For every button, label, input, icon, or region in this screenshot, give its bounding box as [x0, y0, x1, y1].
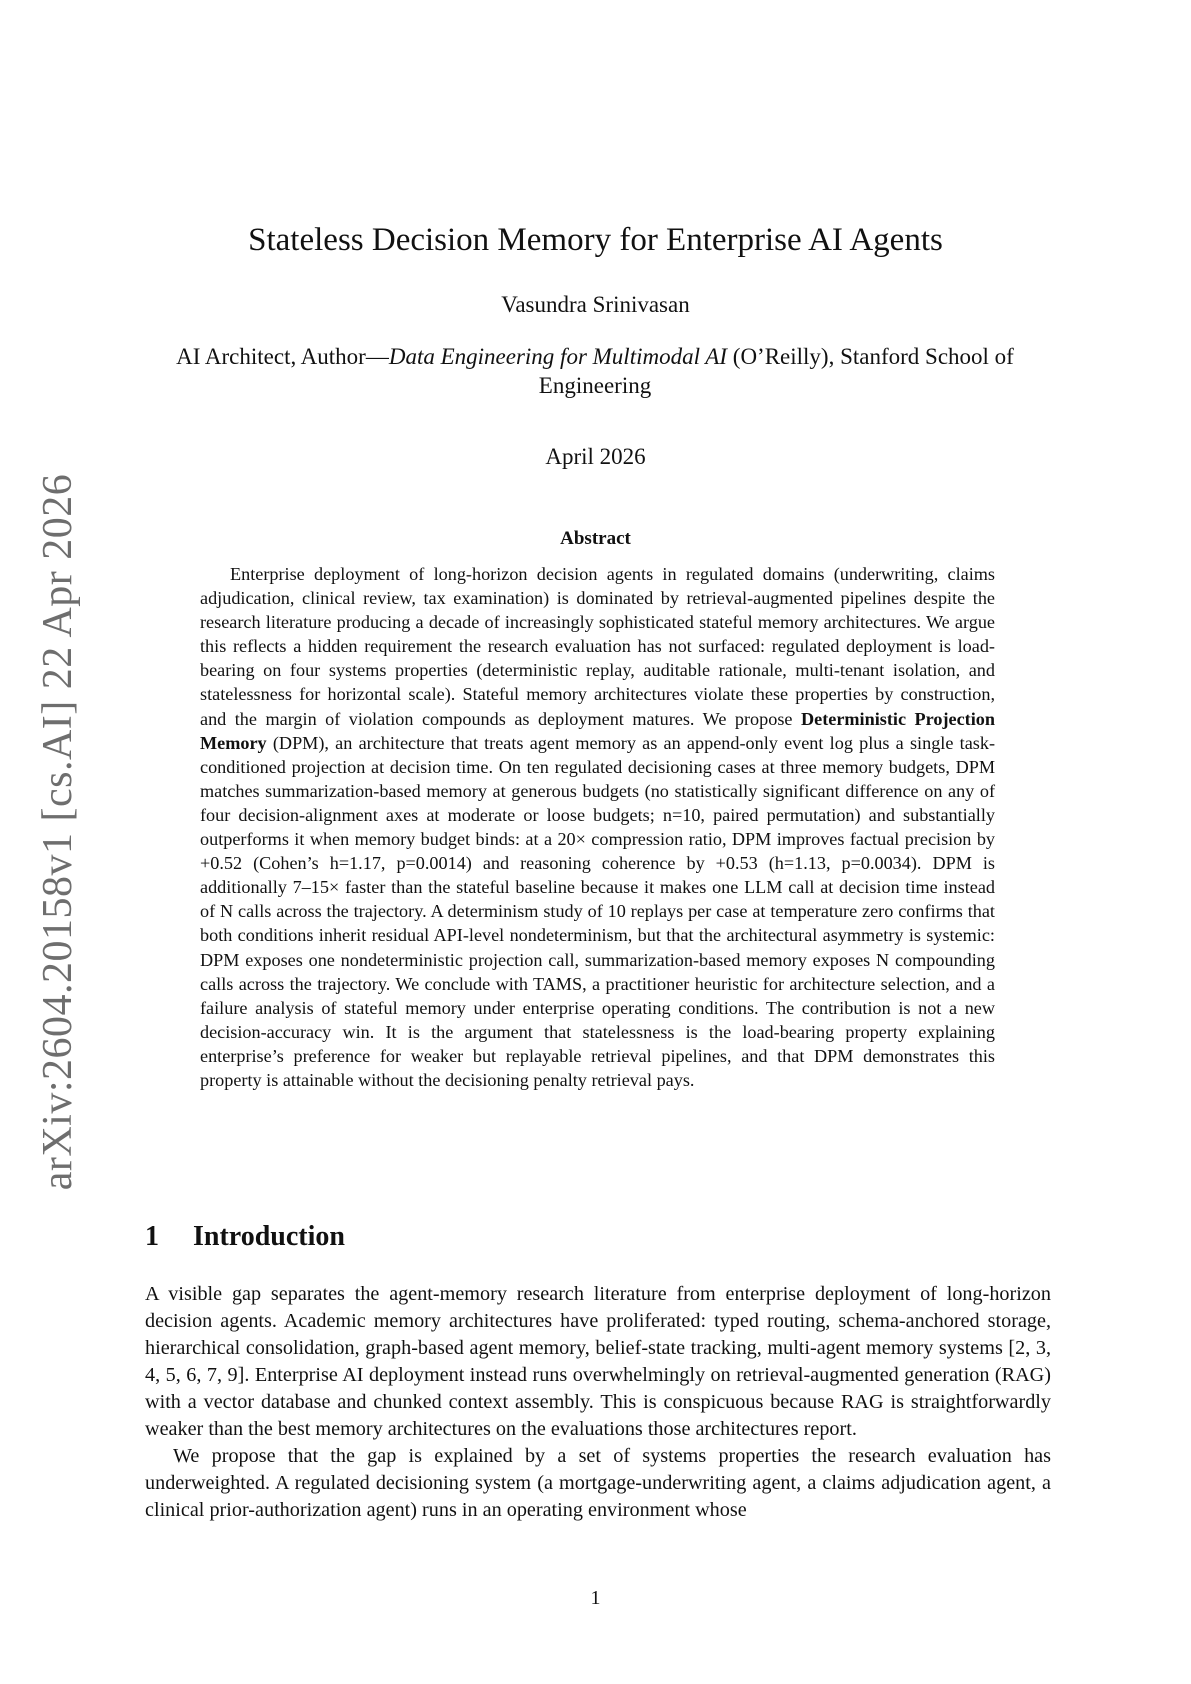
section-heading — [145, 1221, 345, 1253]
intro-paragraph-1: A visible gap separates the agent-memory research literature from enterprise deployment of long-horizon decision agents. Academic memory architectures have proliferated: typed routing, schema-anchored storage, hierarchical consolidation, graph-based agent memory, belief-state tracking, multi-agent memory systems [2, 3, 4, 5, 6, 7, 9]. Enterprise AI deployment instead runs overwhelmingly on retrieval-augmented generation (RAG) with a vector database and chunked context assembly. This is conspicuous because RAG is straightforwardly weaker than the best memory architectures on the evaluations those architectures report. — [145, 1283, 1051, 1440]
section-title: Introduction — [193, 1221, 345, 1252]
publication-date: April 2026 — [545, 444, 646, 469]
arxiv-identifier: arXiv:2604.20158v1 [cs.AI] 22 Apr 2026 — [35, 473, 81, 1191]
abstract-part-1: Enterprise deployment of long-horizon decision agents in regulated domains (underwriting, claims adjudication, clinical review, tax examination) is dominated by retrieval-augmented pipelines despite the research literature producing a decade of increasingly sophisticated stateful memory architectures. We argue this reflects a hidden requirement the research evaluation has not surfaced: regulated deployment is load-bearing on four systems properties (deterministic replay, auditable rationale, multi-tenant isolation, and statelessness for horizontal scale). Stateful memory architectures violate these properties by construction, and the margin of violation compounds as deployment matures. We propose — [200, 564, 995, 729]
arxiv-sidebar-stamp — [28, 462, 88, 1202]
affiliation-suffix: (O’Reilly), Stanford School of Engineering — [538, 344, 1014, 398]
author-name: Vasundra Srinivasan — [501, 292, 690, 317]
page-number: 1 — [590, 1587, 601, 1609]
intro-paragraph-2: We propose that the gap is explained by a set of systems properties the research evaluation has underweighted. A regulated decisioning system (a mortgage-underwriting agent, a claims adjudication agent, a clinical prior-authorization agent) runs in an operating environment whose — [145, 1445, 1051, 1521]
author-affiliation — [140, 342, 1050, 400]
abstract-text — [200, 562, 995, 1092]
paper-title: Stateless Decision Memory for Enterprise AI Agents — [248, 222, 943, 258]
affiliation-book-title: Data Engineering for Multimodal AI — [388, 344, 728, 369]
affiliation-prefix: AI Architect, Author— — [176, 344, 389, 369]
abstract-bold-term: Deterministic Projection Memory — [200, 708, 995, 753]
abstract-heading: Abstract — [560, 528, 631, 549]
abstract-part-2: (DPM), an architecture that treats agent memory as an append-only event log plus a single task-conditioned projection at decision time. On ten regulated decisioning cases at three memory budgets, DPM matches summarization-based memory at generous budgets (no statistically significant difference on any of four decision-alignment axes at moderate or loose budgets; n=10, paired permutation) and substantially outperforms it when memory budget binds: at a 20× compression ratio, DPM improves factual precision by +0.52 (Cohen’s h=1.17, p=0.0014) and reasoning coherence by +0.53 (h=1.13, p=0.0034). DPM is additionally 7–15× faster than the stateful baseline because it makes one LLM call at decision time instead of N calls across the trajectory. A determinism study of 10 replays per case at temperature zero confirms that both conditions inherit residual API-level nondeterminism, but that the architectural asymmetry is systemic: DPM exposes one nondeterministic projection call, summarization-based memory exposes N compounding calls across the trajectory. We conclude with TAMS, a practitioner heuristic for architecture selection, and a failure analysis of stateful memory under enterprise operating conditions. The contribution is not a new decision-accuracy win. It is the argument that statelessness is the load-bearing property explaining enterprise’s preference for weaker but replayable retrieval pipelines, and that DPM demonstrates this property is attainable without the decisioning penalty retrieval pays. — [200, 732, 995, 1090]
section-number: 1 — [145, 1221, 159, 1252]
